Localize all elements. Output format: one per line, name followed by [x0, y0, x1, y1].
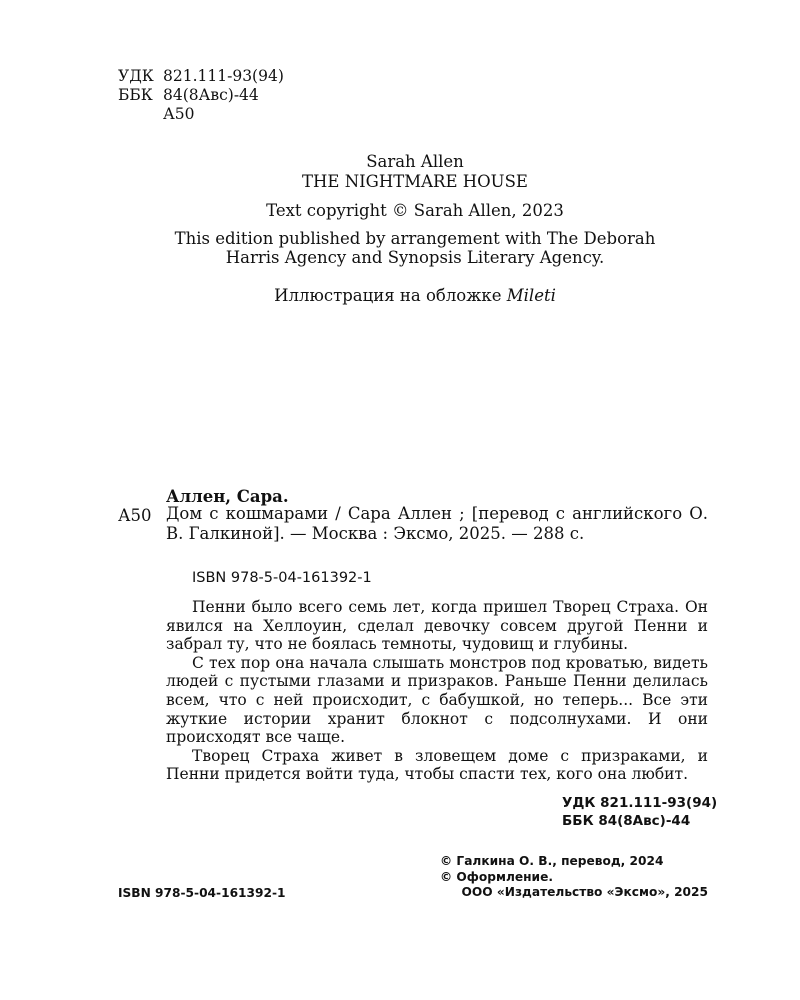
biblio-description: Дом с кошмарами / Сара Аллен ; [перевод с английского О. В. Галкиной]. — Москва : Эксмо, 2025. — 288 с. [166, 504, 708, 543]
biblio-code: А50 [118, 506, 152, 525]
author-mark-row [118, 105, 284, 124]
copyright-line: Text copyright © Sarah Allen, 2023 [266, 201, 564, 220]
copyright-block [440, 854, 708, 901]
original-author: Sarah Allen [366, 152, 464, 171]
classification-block [118, 67, 284, 124]
original-title: THE NIGHTMARE HOUSE [302, 172, 528, 191]
author-mark: А50 [163, 105, 195, 123]
illustration-label: Иллюстрация на обложке [274, 286, 502, 305]
udk-row [118, 67, 284, 86]
footer-classification [562, 794, 717, 830]
illustration-credit [110, 285, 720, 306]
illustrator-name: Mileti [506, 286, 556, 305]
udk-key: УДК [118, 67, 154, 85]
annotation-paragraph-1: Пенни было всего семь лет, когда пришел Творец Страха. Он явился на Хеллоуин, сделал девочку совсем другой Пенни и забрал ту, что не боялась темноты, чудовищ и глубины. [166, 598, 708, 654]
bottom-isbn: ISBN 978-5-04-161392-1 [118, 886, 286, 900]
edition-line-1: This edition published by arrangement with The Deborah [174, 229, 656, 248]
bbk-key: ББК [118, 86, 153, 104]
translation-copyright: © Галкина О. В., перевод, 2024 [440, 854, 664, 868]
edition-line-2: Harris Agency and Synopsis Literary Agency. [225, 248, 605, 267]
design-copyright: © Оформление. [440, 869, 553, 884]
footer-bbk: ББК 84(8Авс)-44 [562, 813, 691, 829]
annotation-paragraph-2: С тех пор она начала слышать монстров под кроватью, видеть людей с пустыми глазами и призраков. Раньше Пенни делилась всем, что с ней происходит, с бабушкой, но теперь... Все эти жуткие истории хранит блокнот с подсолнухами. И они происходят все чаще. [166, 653, 708, 747]
annotation [166, 598, 708, 784]
bbk-row [118, 86, 284, 105]
udk-value: 821.111-93(94) [163, 67, 284, 85]
biblio-author-heading: Аллен, Сара. [166, 487, 289, 506]
publisher-copyright: ООО «Издательство «Эксмо», 2025 [461, 885, 708, 899]
bbk-value: 84(8Авс)-44 [163, 86, 259, 104]
footer-udk: УДК 821.111-93(94) [562, 795, 718, 811]
annotation-paragraph-3: Творец Страха живет в зловещем доме с призраками, и Пенни придется войти туда, чтобы спасти тех, кого она любит. [166, 746, 708, 784]
biblio-isbn: ISBN 978-5-04-161392-1 [192, 570, 372, 586]
